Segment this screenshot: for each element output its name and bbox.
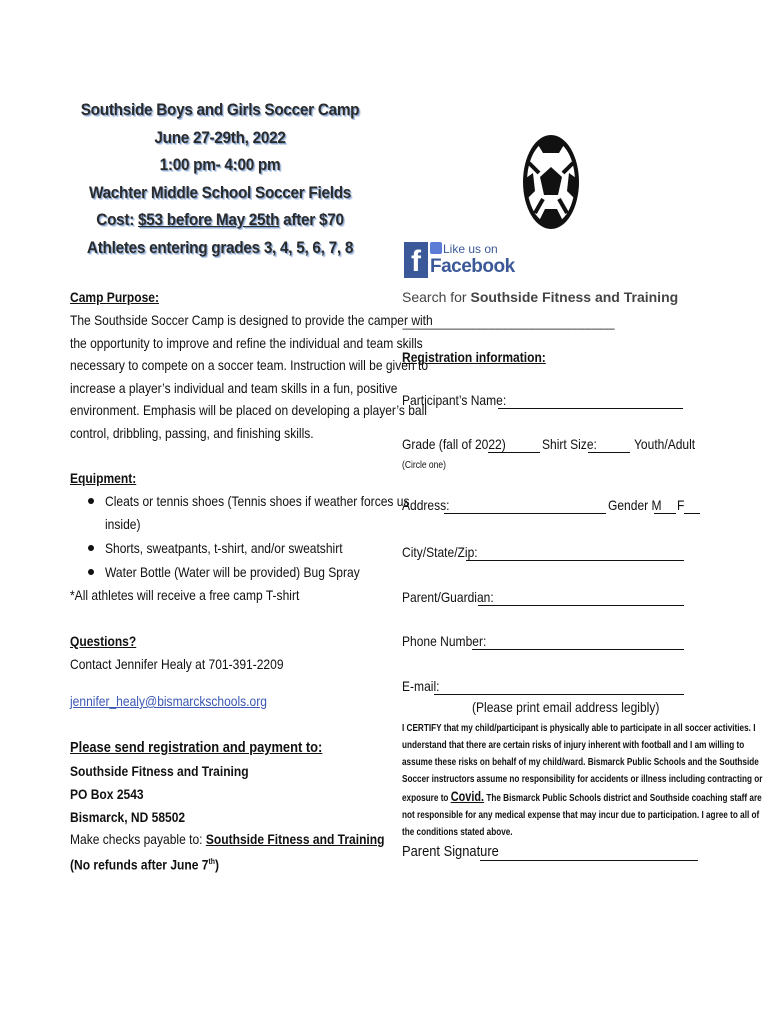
certify-rest: The Bismarck Public Schools district and Southside coaching staff are (484, 792, 762, 804)
checks-prefix: Make checks payable to: (70, 831, 206, 847)
shirt-input-line[interactable] (588, 438, 630, 453)
circle-one-note: (Circle one) (402, 460, 446, 471)
email-input-line[interactable] (434, 680, 684, 695)
purpose-line: the opportunity to improve and refine the individual and team skills (70, 334, 423, 351)
contact-line: Contact Jennifer Healy at 701-391-2209 (70, 656, 284, 672)
camp-header (60, 96, 380, 261)
certify-line: the conditions stated above. (402, 826, 513, 838)
certify-text (402, 720, 762, 841)
email-note: (Please print email address legibly) (472, 699, 660, 715)
send-city: Bismarck, ND 58502 (70, 809, 186, 825)
camp-grades: Athletes entering grades 3, 4, 5, 6, 7, 8 (86, 237, 354, 257)
camp-dates: June 27-29th, 2022 (154, 127, 286, 147)
city-field[interactable] (402, 544, 702, 564)
cost-late: after $70 (279, 210, 344, 229)
signature-field[interactable] (402, 843, 702, 863)
email-field[interactable] (402, 678, 702, 698)
bullet-icon (88, 569, 94, 575)
city-label: City/State/Zip: (402, 544, 478, 560)
purpose-body (70, 309, 433, 444)
registration-heading: Registration information: (402, 349, 546, 365)
checks-line (70, 828, 384, 851)
grade-input-line[interactable] (488, 438, 540, 453)
grade-field[interactable] (402, 436, 702, 456)
signature-label: Parent Signature (402, 843, 499, 860)
facebook-page-name: Southside Fitness and Training (470, 289, 679, 305)
facebook-f-icon[interactable]: f (404, 242, 428, 278)
equipment-item-water: Water Bottle (Water will be provided) Bug Spray (105, 564, 360, 580)
participant-label: Participant’s Name: (402, 392, 507, 408)
questions-heading: Questions? (70, 633, 137, 649)
email-label: E-mail: (402, 678, 440, 694)
refund-prefix: (No refunds after June 7 (70, 856, 209, 873)
facebook-like-text: Like us on (443, 242, 498, 256)
youth-adult-label: Youth/Adult (634, 436, 696, 452)
parent-field[interactable] (402, 589, 702, 609)
purpose-line: environment. Emphasis will be placed on developing a player’s ball (70, 402, 427, 418)
cost-early: $53 before May 25th (138, 210, 280, 229)
equipment-heading: Equipment: (70, 470, 137, 486)
participant-field[interactable] (402, 392, 702, 410)
bullet-icon (88, 545, 94, 551)
parent-label: Parent/Guardian: (402, 589, 494, 605)
camp-title: Southside Boys and Girls Soccer Camp (80, 100, 360, 119)
purpose-heading: Camp Purpose: (70, 289, 159, 305)
phone-label: Phone Number: (402, 633, 487, 649)
purpose-line: necessary to compete on a soccer team. Instruction will be given to (70, 357, 429, 373)
purpose-line: The Southside Soccer Camp is designed to provide the camper with (70, 312, 433, 328)
gender-f-line[interactable] (684, 499, 700, 514)
cost-label: Cost: (96, 210, 139, 229)
camp-time: 1:00 pm- 4:00 pm (159, 155, 281, 174)
phone-input-line[interactable] (472, 635, 684, 650)
grade-label: Grade (fall of 2022) (402, 436, 506, 452)
certify-line: Soccer instructors assume no responsibility for accidents or illness including contracting or (402, 773, 763, 785)
send-org: Southside Fitness and Training (70, 763, 249, 779)
equipment-item-shoes-cont: inside) (105, 516, 141, 532)
purpose-line: control, dribbling, passing, and finishing skills. (70, 424, 314, 441)
certify-line: assume these risks on behalf of my child/ward. Bismarck Public Schools and the Southside (402, 756, 759, 768)
refund-sup: th (208, 857, 215, 866)
participant-input-line[interactable] (498, 394, 683, 409)
camp-cost (76, 206, 364, 234)
certify-line: I CERTIFY that my child/participant is physically able to participate in all soccer activities. I (402, 722, 756, 734)
divider-dashes: ------------------------------------------------------------------------------------------- (402, 324, 615, 335)
certify-line: understand that there are certain risks of injury inherent with football and I am willing to (402, 739, 745, 751)
facebook-search (402, 289, 678, 305)
certify-covid: Covid. (450, 788, 485, 804)
contact-email-link[interactable]: jennifer_healy@bismarckschools.org (70, 693, 267, 709)
certify-exposure: exposure to (402, 792, 451, 804)
purpose-line: increase a player’s individual and team skills in a fun, positive (70, 379, 398, 396)
certify-line: not responsible for any medical expense that may incur due to participation. I agree to all of (402, 809, 760, 821)
city-input-line[interactable] (466, 546, 684, 561)
refund-line (70, 851, 219, 876)
parent-input-line[interactable] (478, 591, 684, 606)
equipment-item-shoes: Cleats or tennis shoes (Tennis shoes if weather forces us (105, 493, 410, 509)
refund-suffix: ) (214, 856, 220, 873)
facebook-brand[interactable]: Facebook (430, 256, 515, 277)
address-field[interactable] (402, 497, 702, 517)
thumbs-up-icon (430, 242, 442, 254)
address-label: Address: (402, 497, 450, 513)
address-input-line[interactable] (444, 499, 606, 514)
tshirt-note: *All athletes will receive a free camp T-shirt (70, 587, 300, 603)
gender-f-label: F (677, 497, 685, 513)
soccer-ball-icon (521, 133, 581, 231)
send-heading: Please send registration and payment to: (70, 739, 323, 756)
phone-field[interactable] (402, 633, 702, 653)
gender-label: Gender M (608, 497, 662, 513)
facebook-search-prefix: Search for (402, 289, 471, 305)
camp-location: Wachter Middle School Soccer Fields (88, 182, 352, 202)
gender-m-line[interactable] (654, 499, 676, 514)
send-pobox: PO Box 2543 (70, 786, 144, 802)
shirt-label: Shirt Size: (542, 436, 597, 452)
bullet-icon (88, 498, 94, 504)
signature-input-line[interactable] (480, 846, 698, 861)
certify-line-covid (402, 788, 762, 807)
equipment-item-clothes: Shorts, sweatpants, t-shirt, and/or sweatshirt (105, 540, 343, 556)
checks-payee: Southside Fitness and Training (205, 831, 385, 847)
